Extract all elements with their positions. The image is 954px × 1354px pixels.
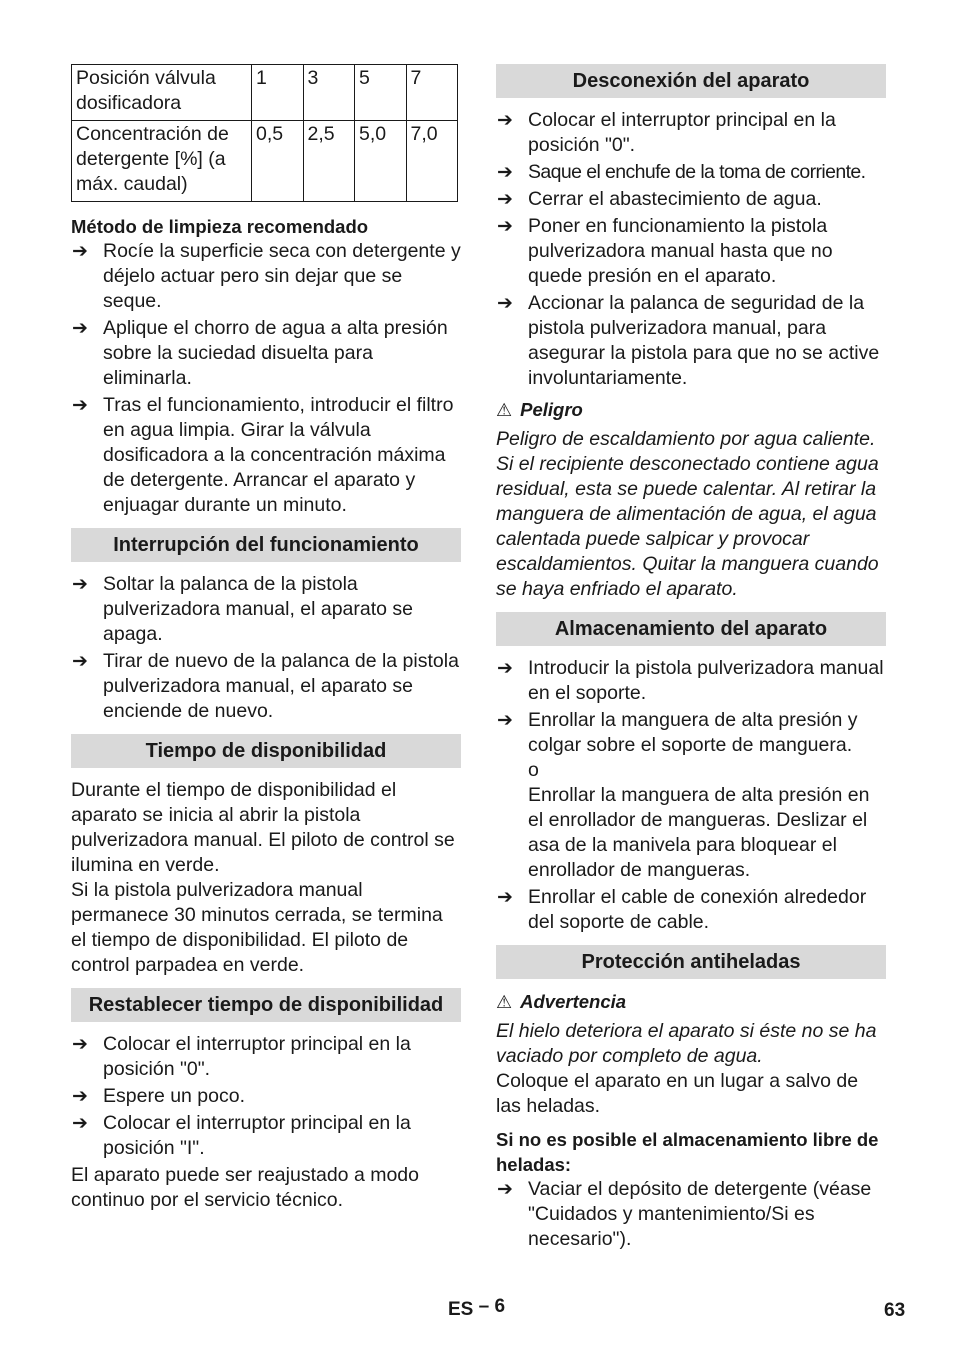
list-item bbox=[496, 187, 886, 212]
list-item bbox=[496, 885, 886, 935]
arrow-right-icon: ➔ bbox=[497, 1179, 513, 1200]
list-item-text: Enrollar la manguera de alta presión en el enrollador de mangueras. Deslizar el asa de la manivela para bloquear el enrollador de mangueras. bbox=[528, 784, 870, 881]
arrow-right-icon: ➔ bbox=[497, 162, 513, 183]
table-cell: 7 bbox=[406, 65, 458, 121]
list-item bbox=[71, 649, 461, 724]
arrow-right-icon: ➔ bbox=[72, 1086, 88, 1107]
table-row bbox=[72, 65, 458, 121]
reset-list bbox=[71, 1032, 461, 1161]
list-item bbox=[71, 239, 461, 314]
list-item bbox=[71, 572, 461, 647]
table-cell: 5 bbox=[355, 65, 407, 121]
arrow-right-icon: ➔ bbox=[72, 1113, 88, 1134]
standby-paragraph-1: Durante el tiempo de disponibilidad el aparato se inicia al abrir la pistola pulverizadora manual. El piloto de control se ilumina en verde. bbox=[71, 779, 455, 876]
list-item bbox=[71, 1032, 461, 1082]
arrow-right-icon: ➔ bbox=[72, 1034, 88, 1055]
disconnect-list bbox=[496, 108, 886, 391]
or-text: o bbox=[528, 759, 539, 781]
warning-title-text: Advertencia bbox=[520, 991, 627, 1012]
section-heading-disconnect: Desconexión del aparato bbox=[496, 64, 886, 98]
list-item-text: Tras el funcionamiento, introducir el filtro en agua limpia. Girar la válvula dosificadora a la concentración máxima de detergente. Arrancar el aparato y enjuagar durante un minuto. bbox=[103, 394, 454, 516]
method-title: Método de limpieza recomendado bbox=[71, 216, 369, 237]
reset-note: El aparato puede ser reajustado a modo continuo por el servicio técnico. bbox=[71, 1164, 419, 1211]
arrow-right-icon: ➔ bbox=[497, 293, 513, 314]
danger-title-text: Peligro bbox=[520, 399, 583, 420]
table-row bbox=[72, 121, 458, 202]
list-item-text: Tirar de nuevo de la palanca de la pistola pulverizadora manual, el aparato se enciende de nuevo. bbox=[103, 650, 459, 722]
warning-title bbox=[496, 989, 886, 1015]
list-item-text: Vaciar el depósito de detergente (véase "Cuidados y mantenimiento/Si es necesario"). bbox=[528, 1178, 872, 1250]
list-item bbox=[496, 708, 886, 883]
warning-triangle-icon: ⚠ bbox=[496, 992, 513, 1012]
list-item-text: Colocar el interruptor principal en la posición "0". bbox=[528, 109, 836, 156]
list-item-text: Espere un poco. bbox=[103, 1085, 246, 1107]
list-item bbox=[496, 108, 886, 158]
list-item-text: Introducir la pistola pulverizadora manual en el soporte. bbox=[528, 657, 884, 704]
left-column bbox=[71, 64, 461, 1213]
list-item bbox=[71, 316, 461, 391]
warning-text: El hielo deteriora el aparato si éste no se ha vaciado por completo de agua. bbox=[496, 1020, 877, 1067]
list-item-text: Colocar el interruptor principal en la posición "0". bbox=[103, 1033, 411, 1080]
list-item bbox=[71, 1084, 461, 1109]
arrow-right-icon: ➔ bbox=[497, 189, 513, 210]
page-number: 63 bbox=[884, 1300, 906, 1321]
arrow-right-icon: ➔ bbox=[497, 710, 513, 731]
danger-text: Peligro de escaldamiento por agua caliente. Si el recipiente desconectado contiene agua residual, esta se puede calentar. Al retirar la manguera de alimentación de agua, el agua calentada puede salpicar y provocar escaldamientos. Quitar la manguera cuando se haya enfriado el aparato. bbox=[496, 428, 879, 600]
list-item-text: Enrollar el cable de conexión alrededor del soporte de cable. bbox=[528, 886, 867, 933]
right-column bbox=[496, 64, 886, 1254]
interruption-list bbox=[71, 572, 461, 724]
list-item-text: Colocar el interruptor principal en la posición "I". bbox=[103, 1112, 411, 1159]
table-cell: 7,0 bbox=[406, 121, 458, 202]
arrow-right-icon: ➔ bbox=[497, 658, 513, 679]
footer-section-label bbox=[448, 1297, 505, 1322]
arrow-right-icon: ➔ bbox=[497, 216, 513, 237]
arrow-right-icon: ➔ bbox=[72, 574, 88, 595]
frost-text: Coloque el aparato en un lugar a salvo de las heladas. bbox=[496, 1070, 859, 1117]
table-cell: Concentración de detergente [%] (a máx. caudal) bbox=[72, 121, 252, 202]
list-item bbox=[496, 160, 886, 185]
section-heading-storage: Almacenamiento del aparato bbox=[496, 612, 886, 646]
list-item bbox=[496, 656, 886, 706]
list-item bbox=[496, 214, 886, 289]
section-heading-frost: Protección antiheladas bbox=[496, 945, 886, 979]
list-item-text: Cerrar el abastecimiento de agua. bbox=[528, 188, 822, 210]
arrow-right-icon: ➔ bbox=[72, 651, 88, 672]
list-item-text: Aplique el chorro de agua a alta presión sobre la suciedad disuelta para eliminarla. bbox=[103, 317, 448, 389]
list-item-text: Rocíe la superficie seca con detergente y déjelo actuar pero sin dejar que se seque. bbox=[103, 240, 461, 312]
list-item bbox=[496, 1177, 886, 1252]
concentration-table bbox=[71, 64, 458, 202]
section-heading-standby: Tiempo de disponibilidad bbox=[71, 734, 461, 768]
list-item bbox=[71, 393, 461, 518]
arrow-right-icon: ➔ bbox=[497, 887, 513, 908]
table-cell: 5,0 bbox=[355, 121, 407, 202]
table-cell: 0,5 bbox=[252, 121, 304, 202]
warning-triangle-icon: ⚠ bbox=[496, 400, 513, 420]
table-cell: 1 bbox=[252, 65, 304, 121]
footer-section-number: – 6 bbox=[478, 1296, 506, 1317]
list-item bbox=[496, 291, 886, 391]
arrow-right-icon: ➔ bbox=[497, 110, 513, 131]
list-item-text: Soltar la palanca de la pistola pulverizadora manual, el aparato se apaga. bbox=[103, 573, 414, 645]
list-item-text: Saque el enchufe de la toma de corriente. bbox=[528, 161, 866, 183]
arrow-right-icon: ➔ bbox=[72, 395, 88, 416]
standby-paragraph-2: Si la pistola pulverizadora manual permanece 30 minutos cerrada, se termina el tiempo de disponibilidad. El piloto de control parpadea en verde. bbox=[71, 879, 443, 976]
frost-subtitle: Si no es posible el almacenamiento libre de heladas: bbox=[496, 1129, 879, 1175]
frost-list bbox=[496, 1177, 886, 1252]
arrow-right-icon: ➔ bbox=[72, 241, 88, 262]
section-heading-reset: Restablecer tiempo de disponibilidad bbox=[71, 988, 461, 1022]
list-item-text: Accionar la palanca de seguridad de la pistola pulverizadora manual, para asegurar la pistola para que no se active involuntariamente. bbox=[528, 292, 880, 389]
section-heading-interruption: Interrupción del funcionamiento bbox=[71, 528, 461, 562]
table-cell: 2,5 bbox=[303, 121, 355, 202]
storage-list bbox=[496, 656, 886, 935]
list-item bbox=[71, 1111, 461, 1161]
method-list bbox=[71, 239, 461, 518]
table-cell: 3 bbox=[303, 65, 355, 121]
list-item-text: Enrollar la manguera de alta presión y colgar sobre el soporte de manguera. bbox=[528, 709, 858, 756]
footer-lang: ES bbox=[448, 1299, 474, 1320]
arrow-right-icon: ➔ bbox=[72, 318, 88, 339]
danger-title bbox=[496, 397, 886, 423]
list-item-text: Poner en funcionamiento la pistola pulverizadora manual hasta que no quede presión en el aparato. bbox=[528, 215, 833, 287]
table-cell: Posición válvula dosificadora bbox=[72, 65, 252, 121]
